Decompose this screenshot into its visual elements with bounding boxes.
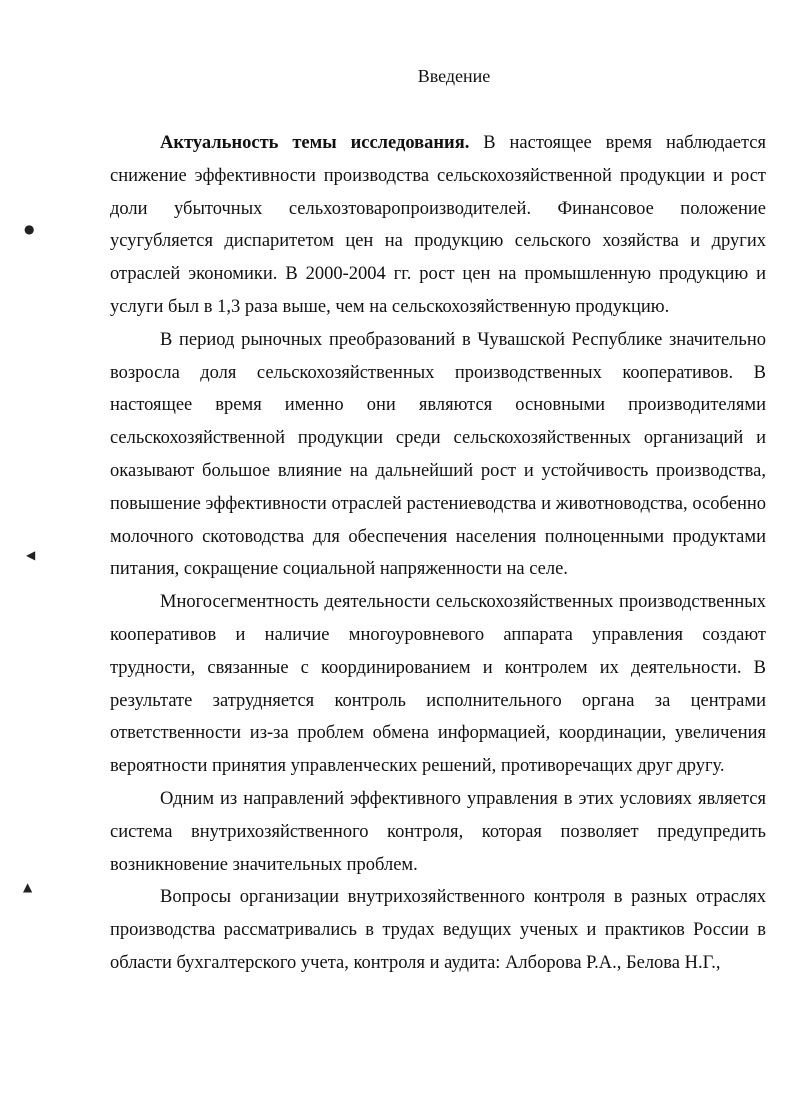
- paragraph: [110, 881, 766, 979]
- paragraph-text: Вопросы организации внутрихозяйственного контроля в разных отраслях производства рассматривались в трудах ведущих ученых и практиков России в области бухгалтерского учета, контроля и аудита: Алборова Р.А., Белова Н.Г.,: [110, 887, 766, 973]
- paragraph-text: Одним из направлений эффективного управления в этих условиях является система внутрихозяйственного контроля, которая позволяет предупредить возникновение значительных проблем.: [110, 788, 766, 875]
- paragraph: [110, 324, 766, 586]
- paragraph: [110, 783, 766, 881]
- paragraph: [110, 127, 766, 324]
- paragraph-text: В период рыночных преобразований в Чувашской Республике значительно возросла доля сельскохозяйственных производственных кооперативов. В настоящее время именно они являются основными производителями сельскохозяйственной продукции среди сельскохозяйственных организаций и оказывают большое влияние на дальнейший рост и устойчивость производства, повышение эффективности отраслей растениеводства и животноводства, особенно молочного скотоводства для обеспечения населения полноценными продуктами питания, сокращение социальной напряженности на селе.: [110, 329, 766, 580]
- page-title: Введение: [417, 66, 491, 86]
- paragraph: [110, 586, 766, 783]
- scan-mark-icon: ▲: [23, 880, 33, 894]
- scan-mark-icon: ◀: [26, 548, 36, 562]
- scan-mark-icon: ●: [24, 222, 35, 236]
- paragraph-text: В настоящее время наблюдается снижение эффективности производства сельскохозяйственной продукции и рост доли убыточных сельхозтоваропроизводителей. Финансовое положение усугубляется диспаритетом цен на продукцию сельского хозяйства и других отраслей экономики. В 2000-2004 гг. рост цен на промышленную продукцию и услуги был в 1,3 раза выше, чем на сельскохозяйственную продукцию.: [110, 133, 766, 317]
- document-body: [110, 127, 766, 980]
- paragraph-lead: Актуальность темы исследования.: [160, 133, 470, 153]
- paragraph-text: Многосегментность деятельности сельскохозяйственных производственных кооперативов и наличие многоуровневого аппарата управления создают трудности, связанные с координированием и контролем их деятельности. В результате затрудняется контроль исполнительного органа за центрами ответственности из-за проблем обмена информацией, координации, увеличения вероятности принятия управленческих решений, противоречащих друг другу.: [110, 592, 766, 777]
